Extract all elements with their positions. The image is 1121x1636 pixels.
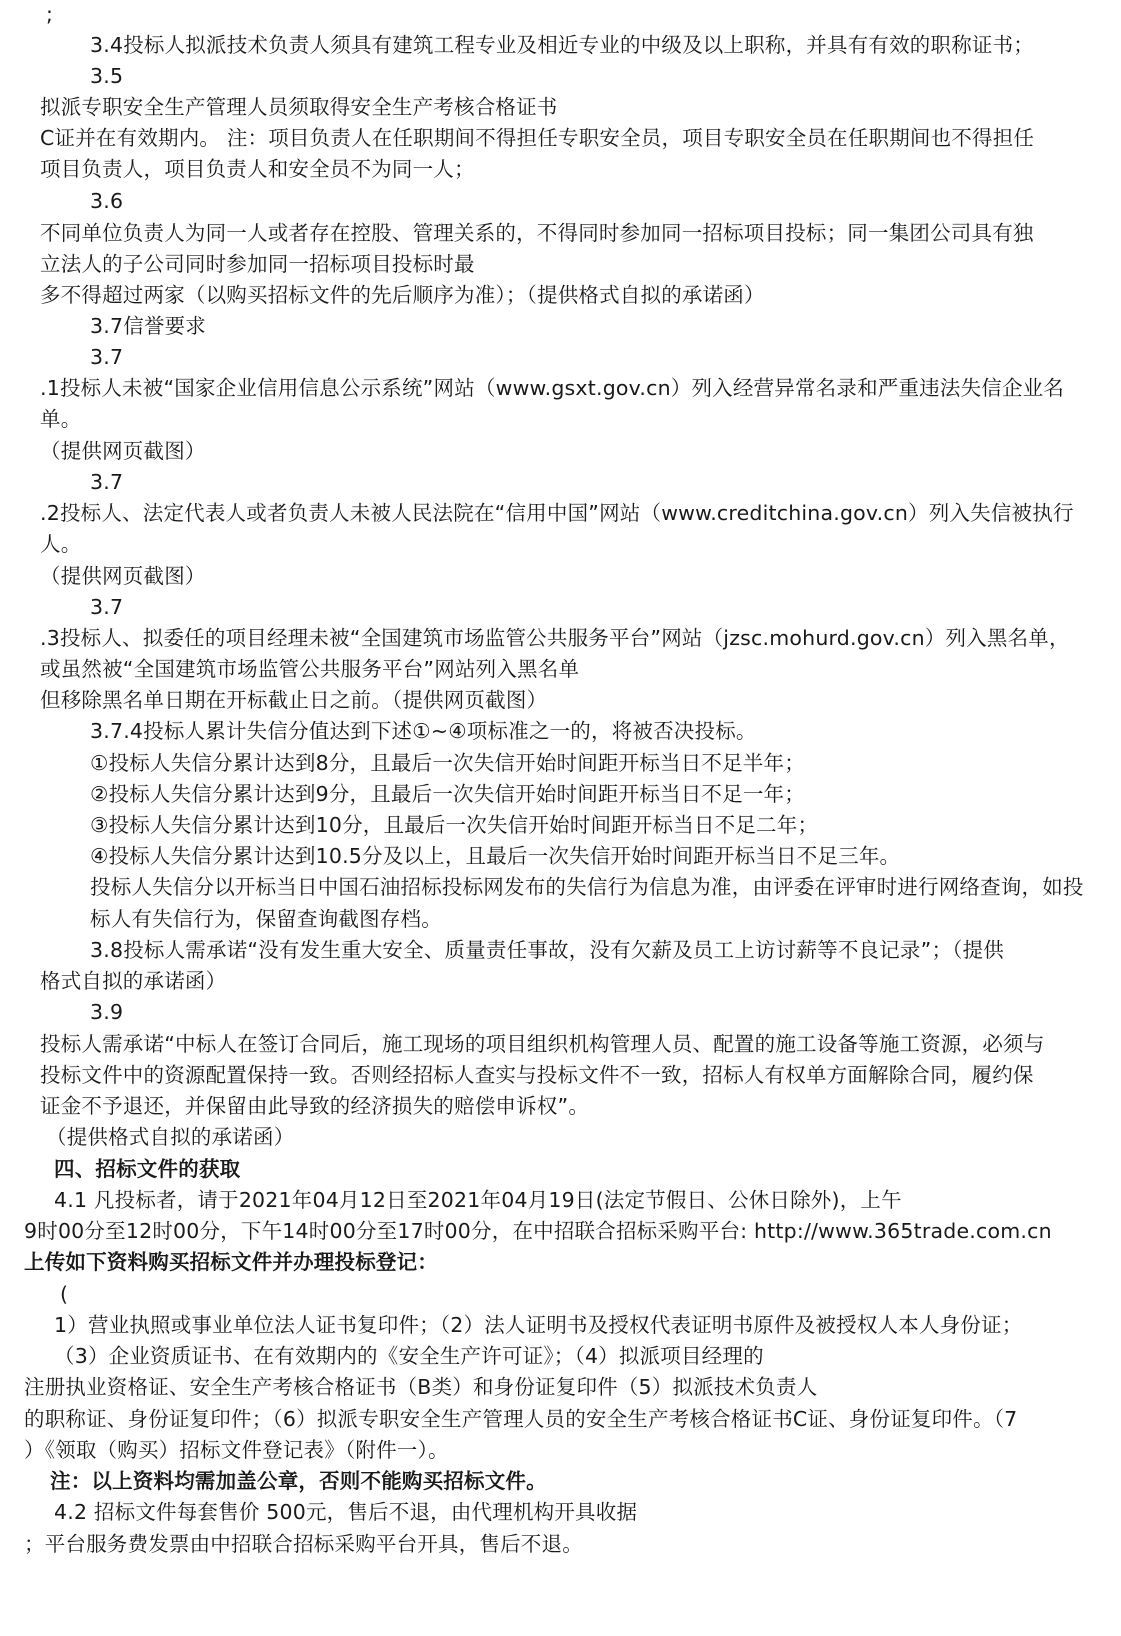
text-line: 多不得超过两家（以购买招标文件的先后顺序为准）；（提供格式自拟的承诺函） [40,283,765,307]
text-line: 3.9 [90,1000,124,1024]
notice-text: 注：以上资料均需加盖公章，否则不能购买招标文件。 [50,1469,547,1493]
text-line: （提供网页截图） [40,439,206,463]
text-line: 项目负责人，项目负责人和安全员不为同一人； [40,157,475,181]
text-line: 9时00分至12时00分，下午14时00分至17时00分，在中招联合招标采购平台: http://www.365trade.com.cn [24,1219,1052,1243]
text-line: 不同单位负责人为同一人或者存在控股、管理关系的，不得同时参加同一招标项目投标；同一集团公司具有独 [40,221,1034,245]
text-line: 投标人失信分以开标当日中国石油招标投标网发布的失信行为信息为准，由评委在评审时进行网络查询，如投 [90,875,1084,899]
text-line: 的职称证、身份证复印件；（6）拟派专职安全生产管理人员的安全生产考核合格证书C证、身份证复印件。（7 [24,1407,1018,1431]
text-line: 但移除黑名单日期在开标截止日之前。（提供网页截图） [40,688,548,712]
text-line: （提供网页截图） [40,564,206,588]
list-item: ③投标人失信分累计达到10分，且最后一次失信开始时间距开标当日不足二年； [90,813,819,837]
text-line: 标人有失信行为，保留查询截图存档。 [90,907,442,931]
list-item: ①投标人失信分累计达到8分，且最后一次失信开始时间距开标当日不足半年； [90,751,805,775]
section-heading: 3.7信誉要求 [90,314,207,338]
text-line: 4.1 凡投标者，请于2021年04月12日至2021年04月19日(法定节假日、公休日除外)，上午 [54,1188,902,1212]
list-item: ②投标人失信分累计达到9分，且最后一次失信开始时间距开标当日不足一年； [90,782,805,806]
text-line: 人。 [40,532,82,556]
section-heading: 四、招标文件的获取 [54,1157,241,1181]
text-line: ( [60,1282,69,1306]
text-line: 3.8投标人需承诺“没有发生重大安全、质量责任事故，没有欠薪及员工上访讨薪等不良记录”；（提供 [90,938,1004,962]
text-line: 3.7 [90,595,124,619]
text-line: 注册执业资格证、安全生产考核合格证书（B类）和身份证复印件（5）拟派技术负责人 [24,1375,818,1399]
text-line: 格式自拟的承诺函） [40,969,227,993]
text-line: 3.6 [90,189,124,213]
text-line: 立法人的子公司同时参加同一招标项目投标时最 [40,252,475,276]
text-line: ）《领取（购买）招标文件登记表》（附件一）。 [24,1438,449,1462]
text-line: 投标文件中的资源配置保持一致。否则经招标人查实与投标文件不一致，招标人有权单方面解除合同，履约保 [40,1063,1034,1087]
text-line: 3.7.4投标人累计失信分值达到下述①~④项标准之一的，将被否决投标。 [90,719,757,743]
text-line: 3.5 [90,64,124,88]
text-line: 上传如下资料购买招标文件并办理投标登记： [24,1250,438,1274]
text-line: .3投标人、拟委任的项目经理未被“全国建筑市场监管公共服务平台”网站（jzsc.mohurd.gov.cn）列入黑名单， [40,626,1070,650]
text-line: （提供格式自拟的承诺函） [46,1125,295,1149]
text-line: 单。 [40,407,82,431]
text-line: 3.7 [90,470,124,494]
text-line: ; [46,2,54,26]
text-line: 或虽然被“全国建筑市场监管公共服务平台”网站列入黑名单 [40,657,580,681]
text-line: 4.2 招标文件每套售价 500元，售后不退，由代理机构开具收据 [54,1500,638,1524]
text-line: 3.7 [90,345,124,369]
text-line: 证金不予退还，并保留由此导致的经济损失的赔偿申诉权”。 [40,1094,590,1118]
text-line: .1投标人未被“国家企业信用信息公示系统”网站（www.gsxt.gov.cn）列入经营异常名录和严重违法失信企业名 [40,376,1065,400]
text-line: .2投标人、法定代表人或者负责人未被人民法院在“信用中国”网站（www.creditchina.gov.cn）列入失信被执行 [40,501,1074,525]
text-line: （3）企业资质证书、在有效期内的《安全生产许可证》；（4）拟派项目经理的 [54,1344,764,1368]
text-line: 投标人需承诺“中标人在签订合同后，施工现场的项目组织机构管理人员、配置的施工设备等施工资源，必须与 [40,1032,1045,1056]
text-line: 1）营业执照或事业单位法人证书复印件；（2）法人证明书及授权代表证明书原件及被授权人本人身份证； [54,1313,1023,1337]
text-line: C证并在有效期内。 注：项目负责人在任职期间不得担任专职安全员，项目专职安全员在任职期间也不得担任 [40,126,1035,150]
text-line: 3.4投标人拟派技术负责人须具有建筑工程专业及相近专业的中级及以上职称，并具有有效的职称证书； [90,33,1034,57]
list-item: ④投标人失信分累计达到10.5分及以上，且最后一次失信开始时间距开标当日不足三年。 [90,844,901,868]
text-line: 拟派专职安全生产管理人员须取得安全生产考核合格证书 [40,95,558,119]
text-line: ；平台服务费发票由中招联合招标采购平台开具，售后不退。 [24,1532,583,1556]
